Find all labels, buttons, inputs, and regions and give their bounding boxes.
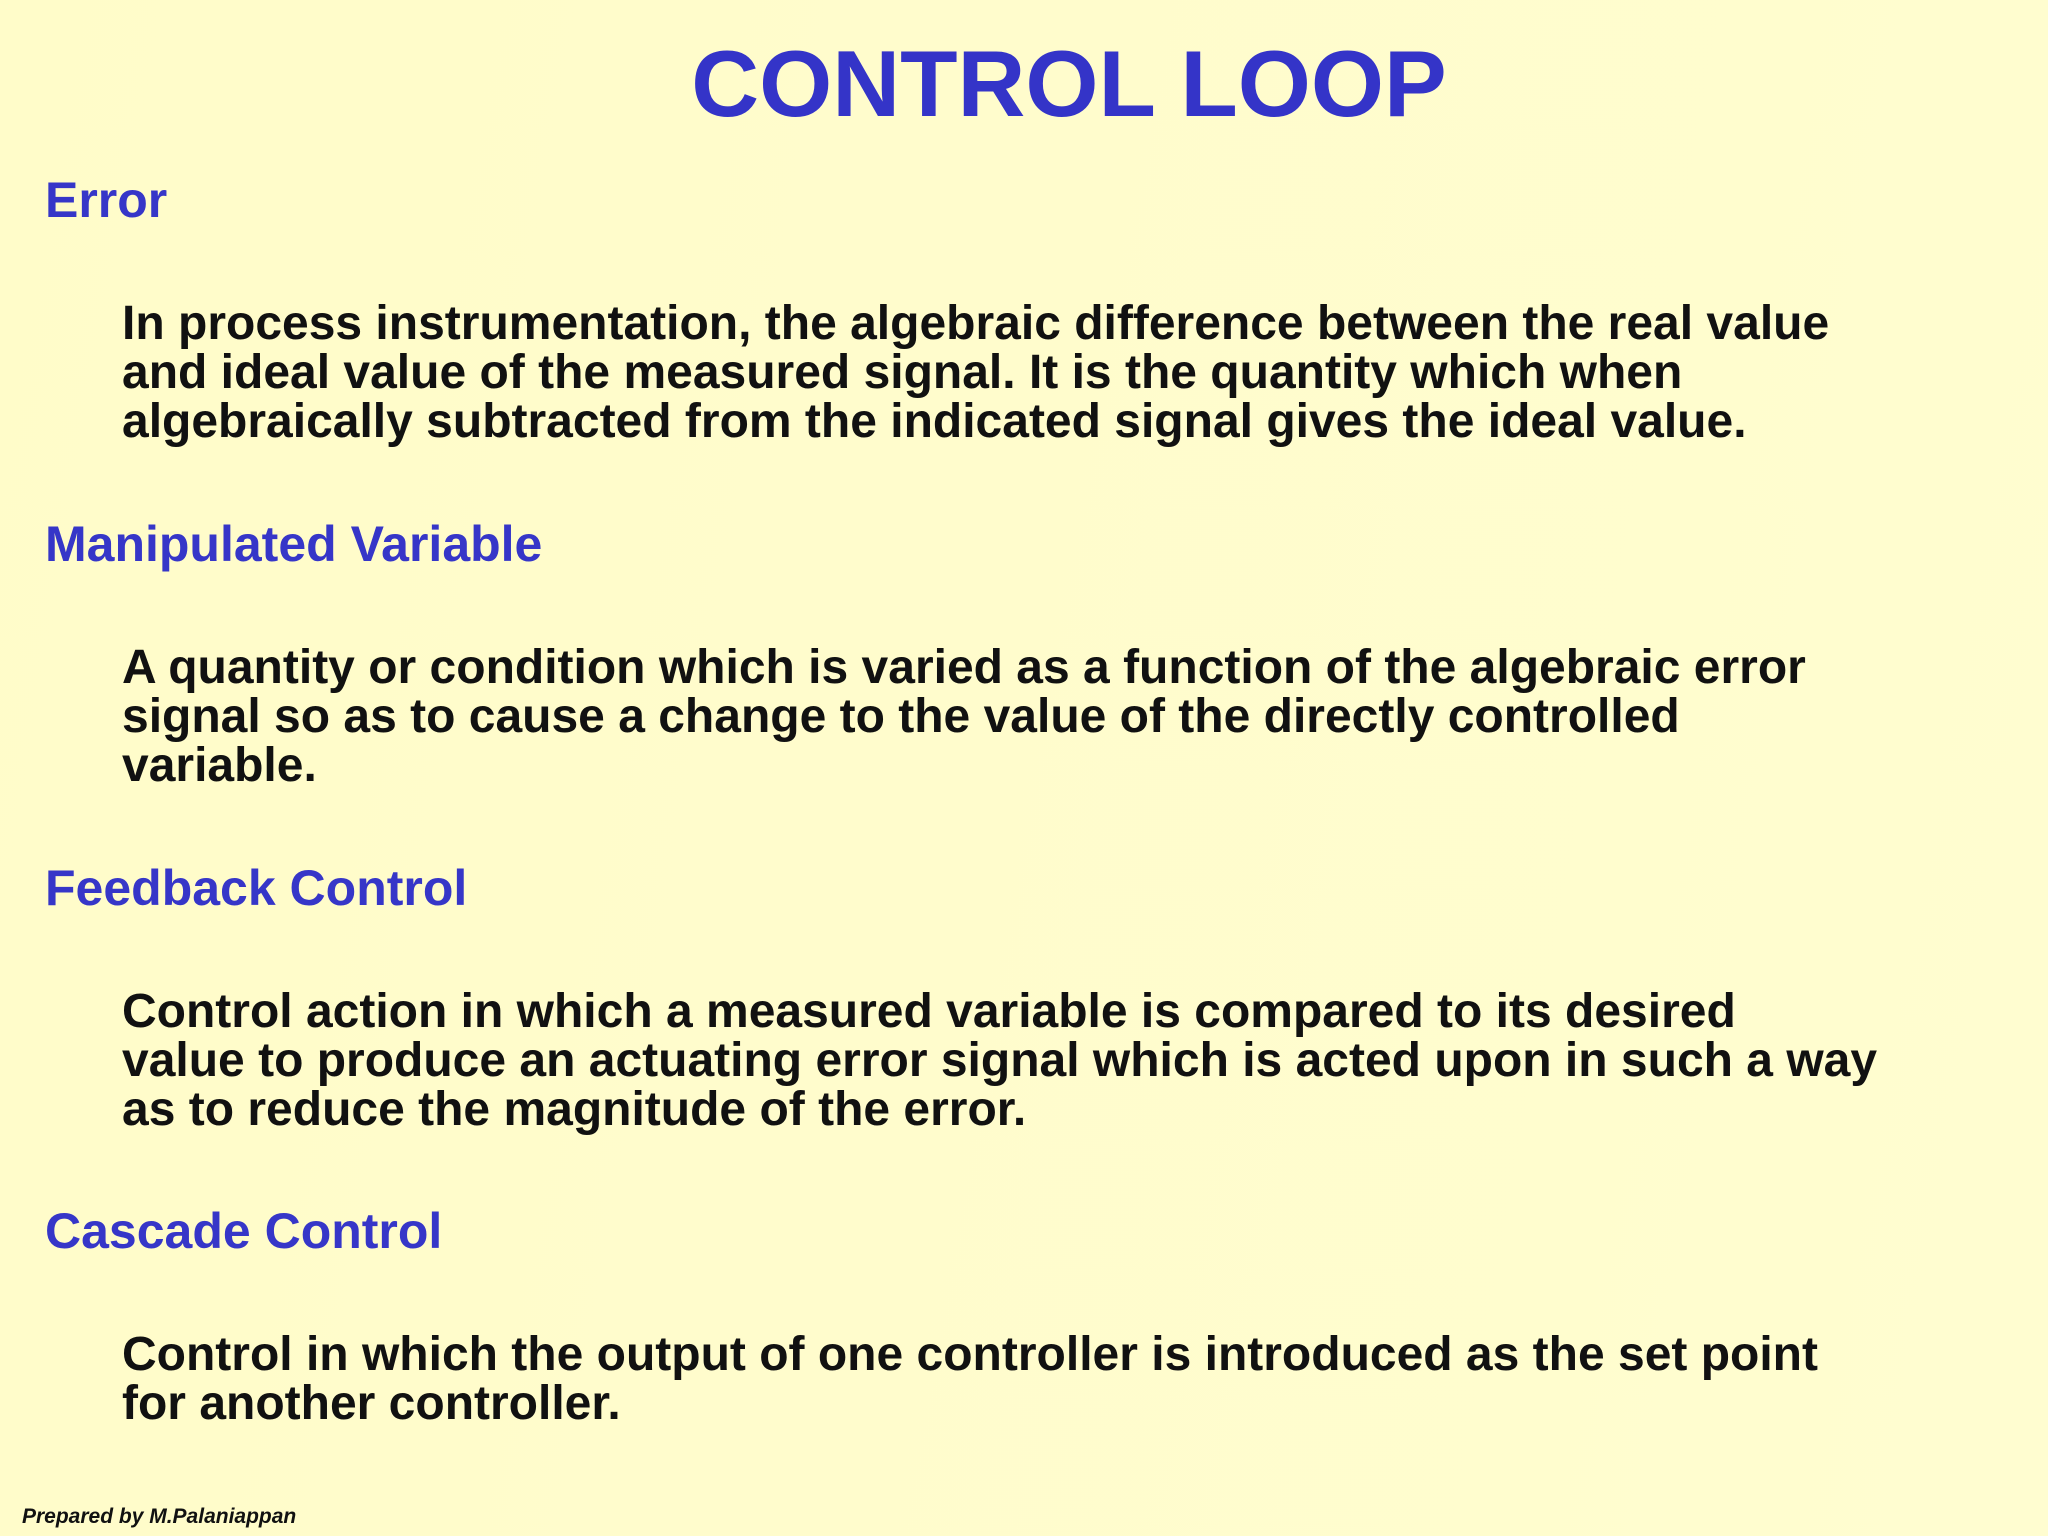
slide-title: CONTROL LOOP bbox=[691, 31, 1447, 136]
heading-manipulated-variable: Manipulated Variable bbox=[45, 516, 543, 572]
definition-cascade-control: Control in which the output of one controller is introduced as the set point for another controller. bbox=[122, 1328, 1818, 1430]
definition-feedback-control: Control action in which a measured variable is compared to its desired value to produce an actuating error signal which is acted upon in such a way as to reduce the magnitude of the error. bbox=[122, 985, 1878, 1136]
heading-error: Error bbox=[45, 172, 168, 228]
heading-feedback-control: Feedback Control bbox=[45, 860, 468, 916]
footer-credit: Prepared by M.Palaniappan bbox=[22, 1505, 297, 1528]
definition-error: In process instrumentation, the algebraic difference between the real value and ideal value of the measured signal. It is the quantity which when algebraically subtracted from the indicated signal gives the ideal value. bbox=[122, 297, 1830, 448]
definition-manipulated-variable: A quantity or condition which is varied as a function of the algebraic error signal so as to cause a change to the value of the directly controlled variable. bbox=[122, 641, 1806, 792]
heading-cascade-control: Cascade Control bbox=[45, 1203, 443, 1259]
